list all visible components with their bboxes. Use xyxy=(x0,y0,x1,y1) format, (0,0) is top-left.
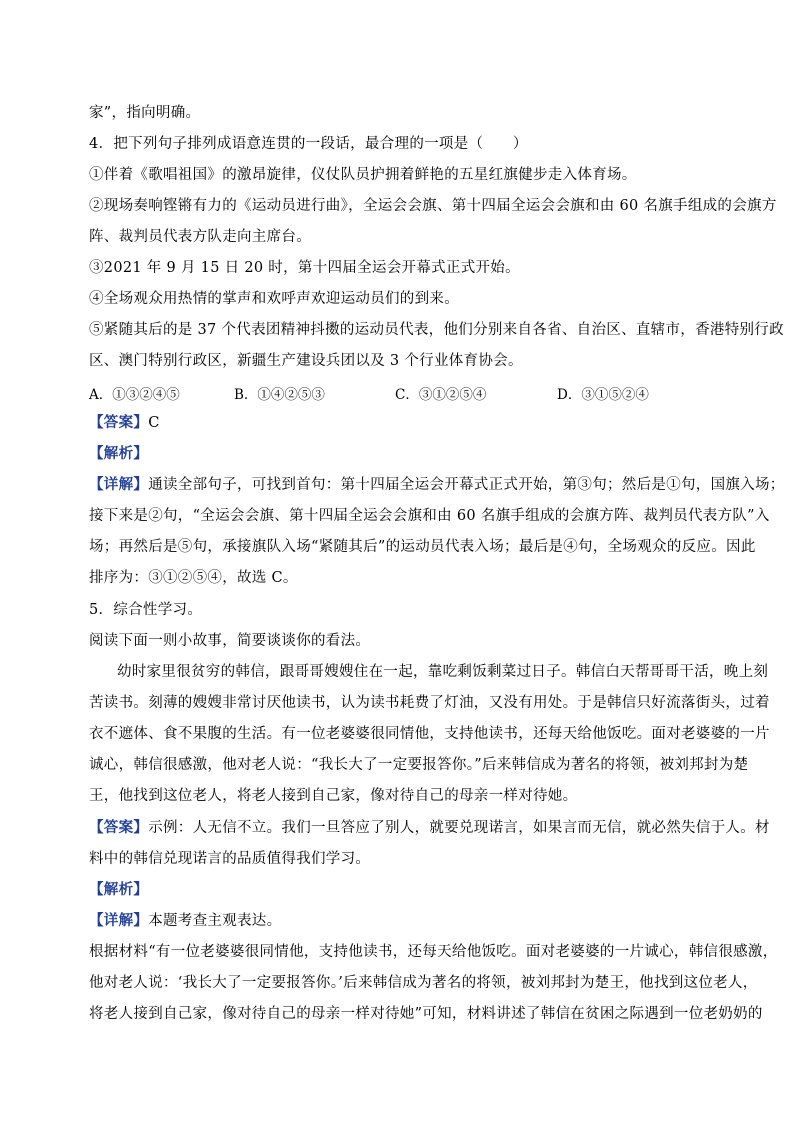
detail-line-2: 接下来是②句，“全运会会旗、第十四届全运会会旗和由 60 名旗手组成的会旗方阵、裁判员代表方队”入 xyxy=(89,508,770,524)
detail-line-7: 他对老人说：‘我长大了一定要报答你。’后来韩信成为著名的将领，被刘邦封为楚王，他找到这位老人， xyxy=(89,975,758,991)
question-5-stem: 5．综合性学习。 xyxy=(89,602,203,618)
analysis-tag: 【解析】 xyxy=(89,445,149,462)
detail-tag: 【详解】 xyxy=(89,912,149,929)
detail-line-8: 将老人接到自己家，像对待自己的母亲一样对待她”可知，材料讲述了韩信在贫困之际遇到一位老奶奶的 xyxy=(89,1006,763,1022)
detail-line-4: 排序为：③①②⑤④，故选 C。 xyxy=(89,570,298,586)
answer-tag: 【答案】 xyxy=(89,414,149,431)
answer-tag: 【答案】 xyxy=(89,819,149,836)
answer-text: 示例：人无信不立。我们一旦答应了别人，就要兑现诺言，如果言而无信，就必然失信于人。材 xyxy=(148,820,770,836)
detail-tag: 【详解】 xyxy=(89,476,149,493)
answer-line xyxy=(89,413,729,433)
sentence-1: ①伴着《歌唱祖国》的激昂旋律，仪仗队员护拥着鲜艳的五星红旗健步走入体育场。 xyxy=(89,167,637,183)
option-b: B．①④②⑤③ xyxy=(234,387,325,403)
sentence-5-cont: 区、澳门特别行政区，新疆生产建设兵团以及 3 个行业体育协会。 xyxy=(89,353,523,369)
sentence-2-cont: 阵、裁判员代表方队走向主席台。 xyxy=(89,229,311,245)
sentence-5: ⑤紧随其后的是 37 个代表团精神抖擞的运动员代表，他们分别来自各省、自治区、直辖市，香港特别行政 xyxy=(89,322,784,338)
option-a: A．①③②④⑤ xyxy=(89,387,180,403)
detail-line-3: 场；再然后是⑤句，承接旗队入场“紧随其后”的运动员代表入场；最后是④句，全场观众的反应。因此 xyxy=(89,539,756,555)
answer-line-2 xyxy=(89,818,770,838)
analysis-line-2 xyxy=(89,880,729,900)
option-d: D．③①⑤②④ xyxy=(557,387,649,403)
detail-text: 本题考查主观表达。 xyxy=(148,913,282,929)
story-line-5: 王，他找到这位老人，将老人接到自己家，像对待自己的母亲一样对待她。 xyxy=(89,788,578,804)
question-5-prompt: 阅读下面一则小故事，简要谈谈你的看法。 xyxy=(89,633,371,649)
story-line-2: 苦读书。刻薄的嫂嫂非常讨厌他读书，认为读书耗费了灯油，又没有用处。于是韩信只好流落街头，过着 xyxy=(89,695,770,711)
detail-line-1 xyxy=(89,475,785,495)
detail-line-5 xyxy=(89,911,729,931)
answer-text-cont: 料中的韩信兑现诺言的品质值得我们学习。 xyxy=(89,851,371,867)
story-line-4: 诚心，韩信很感激，他对老人说：“我长大了一定要报答你。”后来韩信成为著名的将领，被刘邦封为楚 xyxy=(89,757,749,773)
text-line: 家”，指向明确。 xyxy=(89,105,201,121)
analysis-line xyxy=(89,444,729,464)
story-line-1: 幼时家里很贫穷的韩信，跟哥哥嫂嫂住在一起，靠吃剩饭剩菜过日子。韩信白天帮哥哥干活，晚上刻 xyxy=(117,664,769,680)
story-line-3: 衣不遮体、食不果腹的生活。有一位老婆婆很同情他，支持他读书，还每天给他饭吃。面对老婆婆的一片 xyxy=(89,726,770,742)
sentence-2: ②现场奏响铿锵有力的《运动员进行曲》，全运会会旗、第十四届全运会会旗和由 60 名旗手组成的会旗方 xyxy=(89,198,777,214)
sentence-3: ③2021 年 9 月 15 日 20 时，第十四届全运会开幕式正式开始。 xyxy=(89,260,520,276)
sentence-4: ④全场观众用热情的掌声和欢呼声欢迎运动员们的到来。 xyxy=(89,291,459,307)
detail-line-6: 根据材料“有一位老婆婆很同情他，支持他读书，还每天给他饭吃。面对老婆婆的一片诚心，韩信很感激， xyxy=(89,944,778,960)
answer-options xyxy=(89,381,729,403)
detail-text: 通读全部句子，可找到首句：第十四届全运会开幕式正式开始，第③句；然后是①句，国旗入场； xyxy=(148,477,785,493)
answer-value: C xyxy=(148,415,160,431)
analysis-tag: 【解析】 xyxy=(89,881,149,898)
question-4-stem: 4．把下列句子排列成语意连贯的一段话，最合理的一项是（ ） xyxy=(89,136,528,152)
option-c: C．③①②⑤④ xyxy=(395,387,487,403)
